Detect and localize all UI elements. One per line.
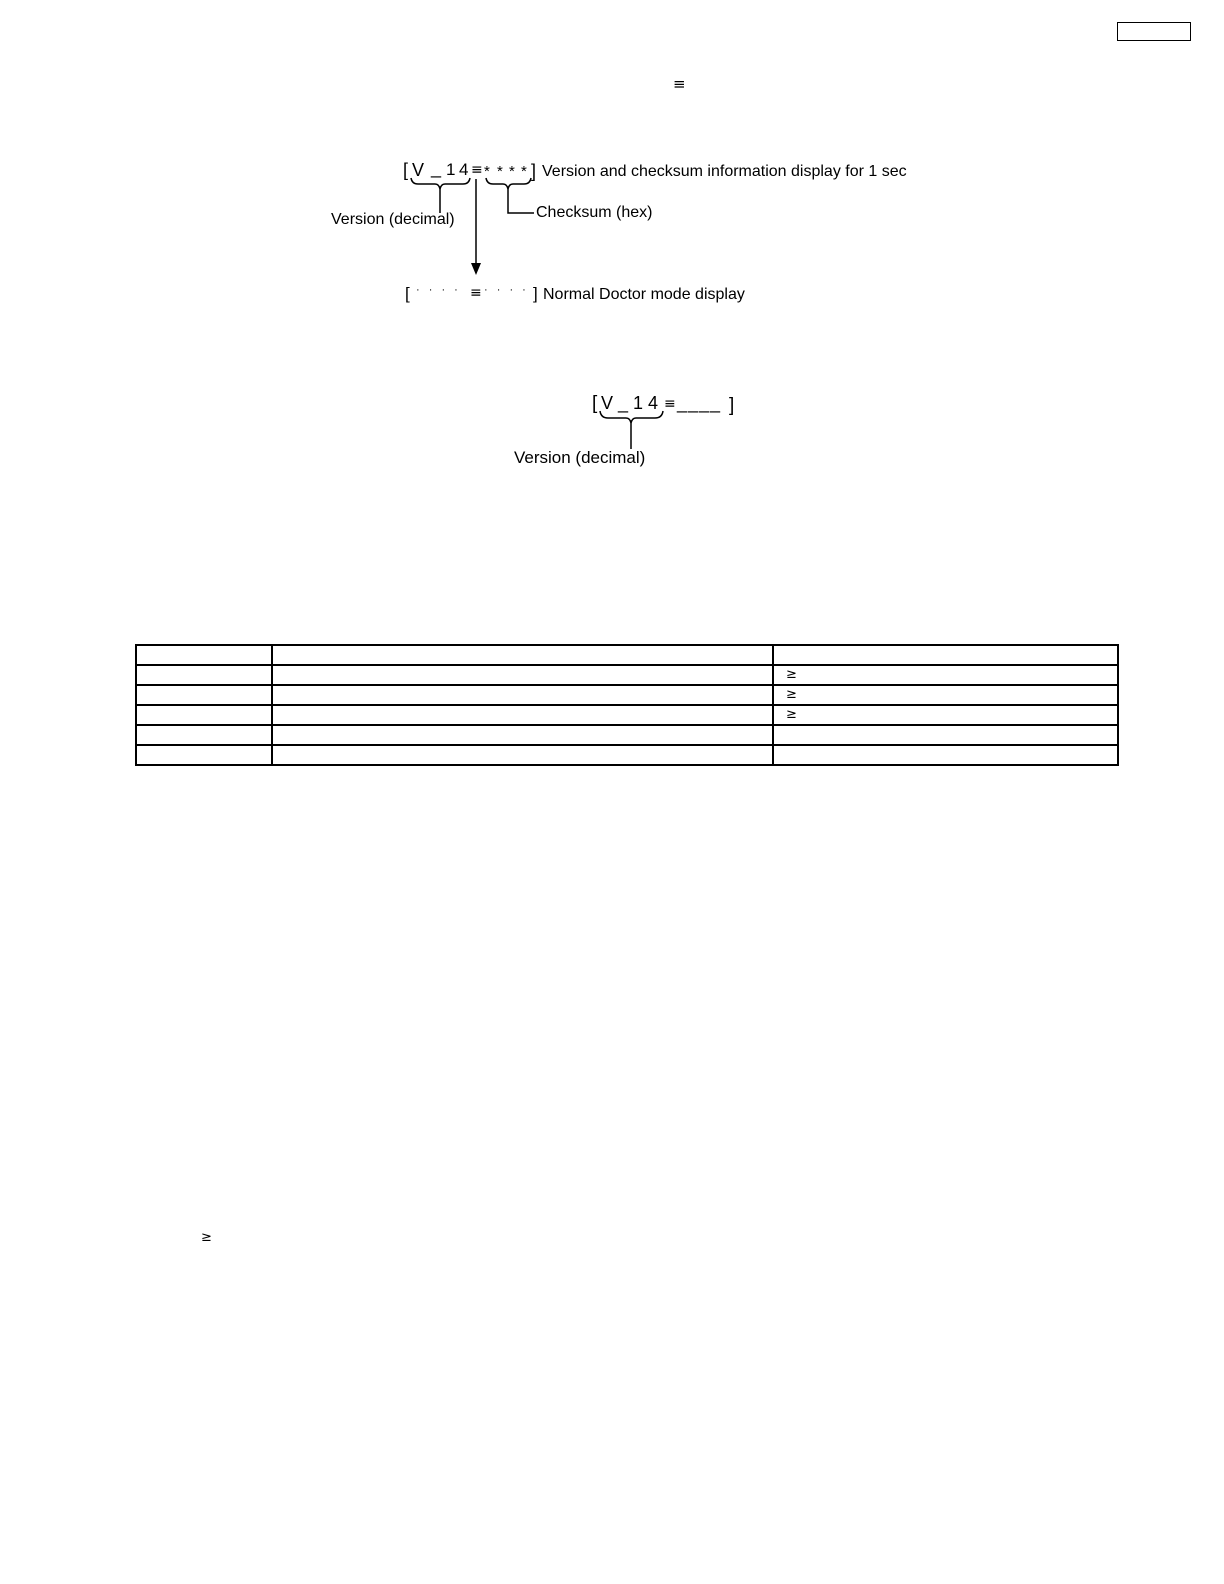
- diagram1-open-bracket: [: [403, 160, 409, 180]
- diagram2-separator: ≡: [664, 396, 676, 412]
- diagram1-separator: ≡: [471, 162, 483, 178]
- diagram1-normal-caption: Normal Doctor mode display: [543, 286, 745, 303]
- table-cell: [773, 645, 1118, 665]
- diagram1-checksum-char-2: *: [497, 163, 503, 180]
- table-cell: [773, 745, 1118, 765]
- table-cell: ≥: [773, 705, 1118, 725]
- table-cell: [136, 725, 272, 745]
- spec-table: [135, 644, 1119, 766]
- table-cell: [272, 725, 773, 745]
- diagram1-normal-close-bracket: ]: [533, 284, 538, 303]
- diagram1-version-label: Version (decimal): [331, 211, 455, 228]
- diagram1-close-bracket: ]: [531, 161, 537, 181]
- table-row: [136, 745, 1118, 765]
- diagram1-checksum-char-1: *: [484, 163, 490, 180]
- footnote-symbol: ≥: [201, 1230, 212, 1245]
- diagram2-version-text: V _ 1 4: [601, 393, 659, 413]
- diagram1-display-caption: Version and checksum information display for 1 sec: [542, 163, 907, 180]
- diagram2-version-label: Version (decimal): [514, 448, 646, 467]
- diagram2-dashes: ____: [677, 393, 722, 413]
- table-cell: [272, 705, 773, 725]
- diagram2-close-bracket: ]: [729, 395, 735, 416]
- table-cell: [272, 685, 773, 705]
- down-arrow-head: [471, 263, 481, 275]
- checksum-leader-line: [508, 189, 534, 213]
- table-cell: ≥: [773, 685, 1118, 705]
- table-row: [136, 685, 1118, 705]
- table-row: [136, 705, 1118, 725]
- diagram2-open-bracket: [: [592, 393, 598, 414]
- table-cell: [773, 725, 1118, 745]
- table-cell: [136, 705, 272, 725]
- table-cell: [272, 645, 773, 665]
- top-symbol: ≡: [673, 75, 686, 93]
- diagram1-normal-separator: ≡: [470, 285, 482, 301]
- diagram1-version-char-4: 4: [459, 160, 469, 179]
- table-cell: [272, 665, 773, 685]
- table-cell: [136, 685, 272, 705]
- table-cell: [136, 745, 272, 765]
- diagram1-checksum-label: Checksum (hex): [536, 204, 653, 221]
- table-cell: [272, 745, 773, 765]
- diagram1-normal-open-bracket: [: [405, 284, 410, 303]
- table-cell: [136, 665, 272, 685]
- diagram1-version-char-1: V: [412, 160, 425, 180]
- diagram1-normal-left-dots: · · · ·: [416, 284, 461, 296]
- page-number-box: [1117, 22, 1191, 41]
- table-row: [136, 645, 1118, 665]
- table-row: [136, 665, 1118, 685]
- diagram1-checksum-char-4: *: [521, 163, 527, 180]
- diagram1-normal-right-dots: · · · ·: [484, 284, 529, 296]
- diagram1-checksum-char-3: *: [509, 163, 515, 180]
- diagram1-version-char-3: 1: [446, 160, 456, 179]
- table-cell: [136, 645, 272, 665]
- diagram1-version-char-2: _: [431, 158, 442, 178]
- table-cell: ≥: [773, 665, 1118, 685]
- table-row: [136, 725, 1118, 745]
